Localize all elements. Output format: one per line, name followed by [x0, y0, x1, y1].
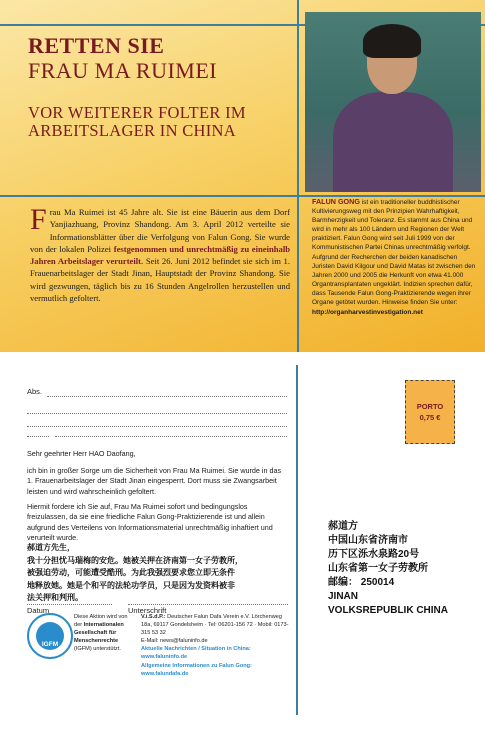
abs-line-2[interactable]	[27, 413, 287, 414]
signature-line[interactable]	[128, 604, 288, 605]
poster-subtitle: VOR WEITERER FOLTER IM ARBEITSLAGER IN CHINA	[28, 103, 246, 140]
poster-title-line1: RETTEN SIE	[28, 33, 165, 58]
visdp-label: V.i.S.d.P.:	[141, 614, 166, 620]
visdp-block	[141, 613, 291, 678]
barbed-wire-vertical	[297, 0, 299, 352]
date-line[interactable]	[27, 604, 112, 605]
date-label: Datum	[27, 606, 50, 615]
story-part1: rau Ma Ruimei ist 45 Jahre alt. Sie ist eine Bäuerin aus dem Dorf Yanjiazhuang, Provinz Shandong. Am 3. April 2012 verteilte sie Informationsblätter über die Verfolgung von Falun Gong. Sie wurde von der lokalen Polizei	[30, 207, 290, 254]
abs-line-3[interactable]	[27, 426, 287, 427]
address-line-7: VOLKSREPUBLIK CHINA	[328, 605, 449, 616]
address-line-4: 山东省第一女子劳教所	[328, 563, 428, 574]
zh-line-5: 法关押和判刑。	[27, 593, 83, 602]
abs-label: Abs.	[27, 387, 43, 396]
recipient-address	[328, 520, 448, 618]
zh-line-3: 被强迫劳动，可能遭受酷刑。为此我强烈要求您立即无条件	[27, 568, 235, 577]
signature-label: Unterschrift	[128, 606, 167, 615]
porto-stamp-box	[405, 380, 455, 444]
porto-label: PORTO	[416, 402, 444, 411]
igfm-text-pre: Diese Aktion wird von der	[74, 614, 128, 628]
letter-chinese	[27, 542, 282, 605]
story-part2: Seit 26. Juni 2012 befindet sie sich im 1. Frauenarbeitslager der Stadt Jinan, Hauptstadt der Provinz Shandong. Sie wird gezwungen, täglich bis zu 16 Stunden Angelrollen herzustellen und vermutlich gefoltert.	[30, 256, 291, 304]
igfm-text	[74, 613, 134, 653]
poster-section	[0, 0, 485, 352]
news-link[interactable]: Aktuelle Nachrichten / Situation in China: www.faluninfo.de	[141, 646, 251, 661]
zh-line-4: 地释放她。她是个和平的法轮功学员，只是因为发资料被非	[27, 580, 235, 590]
abs-line-4a[interactable]	[27, 436, 49, 437]
falun-text: ist ein traditioneller buddhistischer Kultivierungsweg mit den Prinzipien Wahrhaftigkeit, Barmherzigkeit und Toleranz. Es stammt aus China und wird in mehr als 100 Ländern und Regionen der Welt praktiziert. Falun Gong wird seit Juli 1999 von der Kommunistischen Partei Chinas unrechtmäßig verfolgt. Aufgrund der Recherchen der beiden kanadischen Juristen David Kilgour und David Matas ist zwischen den Jahren 2000 und 2005 die Herkunft von etwa 41.000 Organtransplantaten ungeklärt. Indizien sprechen dafür, dass Tausende Falun Gong-Praktizierende wegen ihrer Organe getötet wurden. Hinweise finden Sie unter:	[312, 199, 476, 307]
info-link[interactable]: Allgemeine Informationen zu Falun Gong: www.falundafa.de	[141, 662, 252, 677]
abs-line-1[interactable]	[47, 396, 287, 397]
igfm-text-post: (IGFM) unterstützt.	[74, 646, 121, 652]
portrait-photo	[305, 12, 481, 192]
poster-title-line2: FRAU MA RUIMEI	[28, 58, 218, 83]
visdp-email[interactable]: E-Mail: news@faluninfo.de	[141, 638, 208, 645]
letter-salutation: Sehr geehrter Herr HAO Daofang,	[27, 449, 136, 458]
visdp-text: Deutscher Falun Dafa Verein e.V. Lörchenweg 18a, 69117 Gondelsheim · Tel: 06201-156 72 · Mobil: 0173-315 53 32	[141, 614, 289, 637]
address-line-5: 邮编： 250014	[328, 577, 395, 588]
address-line-1: 郝道方	[328, 521, 358, 532]
letter-paragraph-1: ich bin in großer Sorge um die Sicherheit von Frau Ma Ruimei. Sie wurde in das 1. Frauenarbeitslager der Stadt Jinan eingesperrt. Dort muss sie Zwangsarbeit leisten und wird wahrscheinlich gefoltert.	[27, 466, 282, 496]
porto-value: 0,75 €	[419, 413, 441, 422]
address-line-6: JINAN	[328, 591, 359, 602]
story-dropcap: F	[30, 203, 47, 236]
falun-heading: FALUN GONG	[312, 197, 360, 206]
story-text	[30, 203, 291, 304]
zh-line-1: 郝道方先生，	[27, 543, 75, 552]
address-line-2: 中国山东省济南市	[328, 535, 408, 546]
igfm-logo-inner: IGFM	[36, 622, 64, 650]
falun-info	[312, 197, 480, 317]
igfm-logo	[27, 613, 73, 659]
barbed-wire-divider	[296, 365, 298, 715]
igfm-text-bold: Internationalen Gesellschaft für Menschenrechte	[74, 622, 124, 644]
zh-line-2: 我十分担忧马瑞梅的安危。她被关押在济南第一女子劳教所，	[27, 555, 243, 565]
letter-paragraph-2: Hiermit fordere ich Sie auf, Frau Ma Ruimei sofort und bedingungslos freizulassen, da sie eine friedliche Falun Gong-Praktizierende ist und allein aufgrund des Verteilens von Informationsmaterial unrechtmäßig inhaftiert und verurteilt wurde.	[27, 502, 273, 543]
falun-url[interactable]: http://organharvestinvestigation.net	[312, 309, 423, 317]
story-bold: festgenommen und unrechtmäßig zu eineinhalb Jahren Arbeitslager verurteilt.	[30, 243, 290, 267]
address-line-3: 历下区泺水泉路20号	[328, 549, 420, 560]
portrait-coat	[333, 92, 453, 192]
abs-line-4b[interactable]	[55, 436, 287, 437]
portrait-hair	[363, 24, 421, 58]
